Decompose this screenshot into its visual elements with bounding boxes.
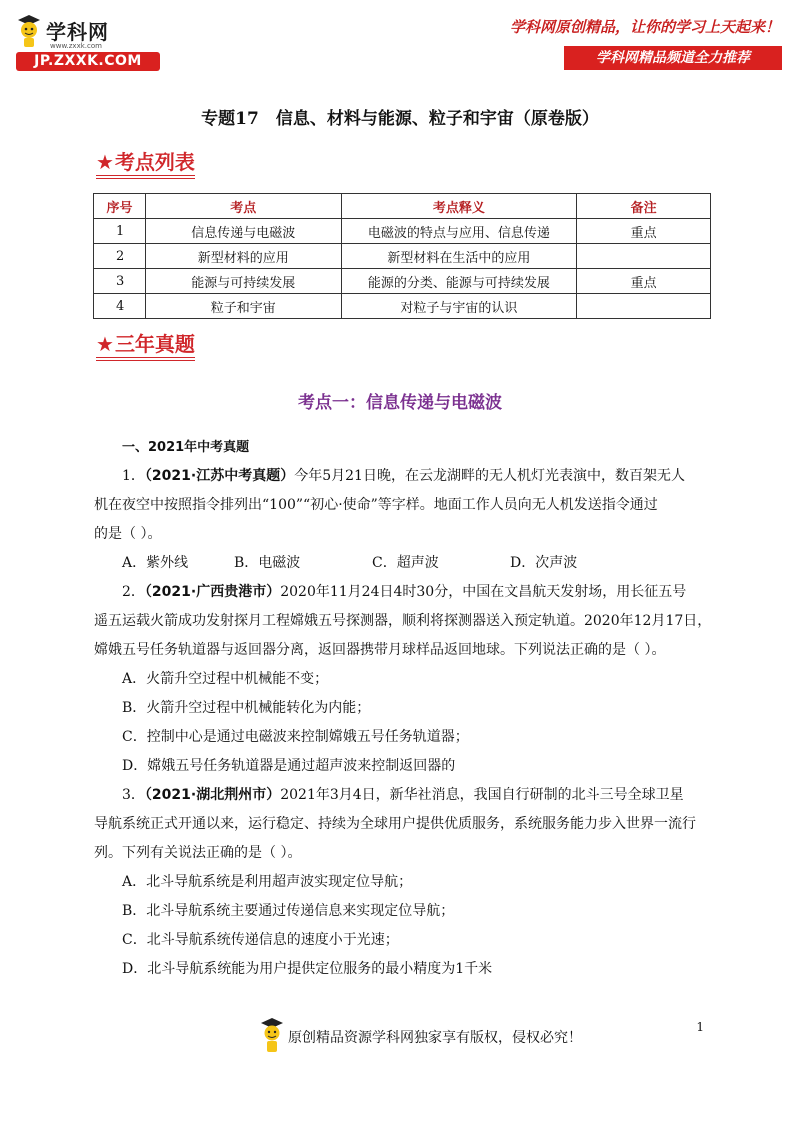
- question-source: （2021·广西贵港市）: [144, 584, 281, 600]
- page-header: [0, 0, 800, 80]
- table-row: [94, 269, 711, 294]
- page-footer: [258, 1016, 588, 1056]
- option: D．北斗导航系统能为用户提供定位服务的最小精度为1千米: [122, 961, 493, 977]
- question-text: 的是（ ）。: [94, 526, 162, 542]
- logo-name: 学科网: [46, 20, 109, 44]
- question-text: 列。下列有关说法正确的是（ ）。: [94, 845, 302, 861]
- question-text: 导航系统正式开通以来，运行稳定、持续为全球用户提供优质服务，系统服务能力步入世界一流行: [94, 816, 696, 832]
- star-icon: ★: [96, 150, 114, 174]
- option: A．紫外线: [122, 555, 189, 571]
- table-cell: 电磁波的特点与应用、信息传递: [341, 219, 577, 244]
- question-2: [122, 578, 718, 607]
- table-header: 考点释义: [341, 194, 577, 219]
- option-row: [122, 549, 718, 578]
- document-title: 专题17 信息、材料与能源、粒子和宇宙（原卷版）: [201, 109, 599, 129]
- question-number: 2．: [122, 584, 145, 600]
- question-text: 机在夜空中按照指令排列出“100”“初心·使命”等字样。地面工作人员向无人机发送指令通过: [94, 497, 658, 513]
- table-row: [94, 294, 711, 319]
- mascot-icon: [14, 14, 44, 48]
- question-source: （2021·湖北荆州市）: [144, 787, 281, 803]
- zxxk-logo: [14, 14, 164, 72]
- table-cell: 粒子和宇宙: [145, 294, 341, 319]
- section-heading-points: [96, 150, 195, 176]
- table-cell: 新型材料在生活中的应用: [341, 244, 577, 269]
- table-cell: 4: [94, 294, 146, 319]
- header-slogan: 学科网原创精品，让你的学习上天起来！: [509, 18, 780, 36]
- table-cell: 新型材料的应用: [145, 244, 341, 269]
- logo-site: www.zxxk.com: [50, 42, 102, 50]
- option: D．次声波: [510, 555, 578, 571]
- topic-subtitle: 考点一：信息传递与电磁波: [298, 393, 502, 413]
- points-table: [93, 193, 711, 319]
- section-label: 考点列表: [114, 150, 195, 174]
- section-heading-exams: [96, 332, 195, 358]
- year-heading: 一、2021年中考真题: [122, 440, 250, 455]
- question-number: 1．: [122, 468, 145, 484]
- question-source: （2021·江苏中考真题）: [144, 468, 295, 484]
- option: B．北斗导航系统主要通过传递信息来实现定位导航；: [122, 903, 455, 919]
- table-cell: 重点: [577, 219, 711, 244]
- option: C．控制中心是通过电磁波来控制嫦娥五号任务轨道器；: [122, 729, 469, 745]
- table-cell: [577, 244, 711, 269]
- option: A．北斗导航系统是利用超声波实现定位导航；: [122, 874, 413, 890]
- option: C．超声波: [372, 555, 439, 571]
- option: D．嫦娥五号任务轨道器是通过超声波来控制返回器的: [122, 758, 456, 774]
- table-cell: [577, 294, 711, 319]
- header-banner: 学科网精品频道全力推荐: [564, 46, 782, 70]
- mascot-icon: [258, 1016, 286, 1054]
- logo-url-banner: JP.ZXXK.COM: [16, 52, 160, 71]
- table-row: [94, 219, 711, 244]
- questions: [94, 462, 718, 984]
- table-cell: 对粒子与宇宙的认识: [341, 294, 577, 319]
- copyright-text: 原创精品资源学科网独家享有版权，侵权必究！: [288, 1030, 582, 1046]
- table-header-row: [94, 194, 711, 219]
- table-cell: 能源与可持续发展: [145, 269, 341, 294]
- question-1: [122, 462, 718, 491]
- question-number: 3．: [122, 787, 145, 803]
- table-cell: 2: [94, 244, 146, 269]
- table-cell: 3: [94, 269, 146, 294]
- question-text: 今年5月21日晚，在云龙湖畔的无人机灯光表演中，数百架无人: [294, 468, 685, 484]
- option: B．火箭升空过程中机械能转化为内能；: [122, 700, 371, 716]
- section-label: 三年真题: [114, 332, 195, 356]
- table-row: [94, 244, 711, 269]
- page-number: 1: [696, 1020, 704, 1034]
- option: C．北斗导航系统传递信息的速度小于光速；: [122, 932, 399, 948]
- table-header: 序号: [94, 194, 146, 219]
- question-3: [122, 781, 718, 810]
- table-header: 备注: [577, 194, 711, 219]
- table-cell: 信息传递与电磁波: [145, 219, 341, 244]
- question-text: 嫦娥五号任务轨道器与返回器分离，返回器携带月球样品返回地球。下列说法正确的是（ ）。: [94, 642, 666, 658]
- question-text: 遥五运载火箭成功发射探月工程嫦娥五号探测器，顺利将探测器送入预定轨道。2020年12月17日，: [94, 613, 712, 629]
- question-text: 2021年3月4日，新华社消息，我国自行研制的北斗三号全球卫星: [280, 787, 684, 803]
- table-cell: 1: [94, 219, 146, 244]
- option: B．电磁波: [234, 555, 301, 571]
- star-icon: ★: [96, 332, 114, 356]
- table-cell: 重点: [577, 269, 711, 294]
- question-text: 2020年11月24日4时30分，中国在文昌航天发射场，用长征五号: [280, 584, 687, 600]
- table-header: 考点: [145, 194, 341, 219]
- table-cell: 能源的分类、能源与可持续发展: [341, 269, 577, 294]
- option: A．火箭升空过程中机械能不变；: [122, 671, 329, 687]
